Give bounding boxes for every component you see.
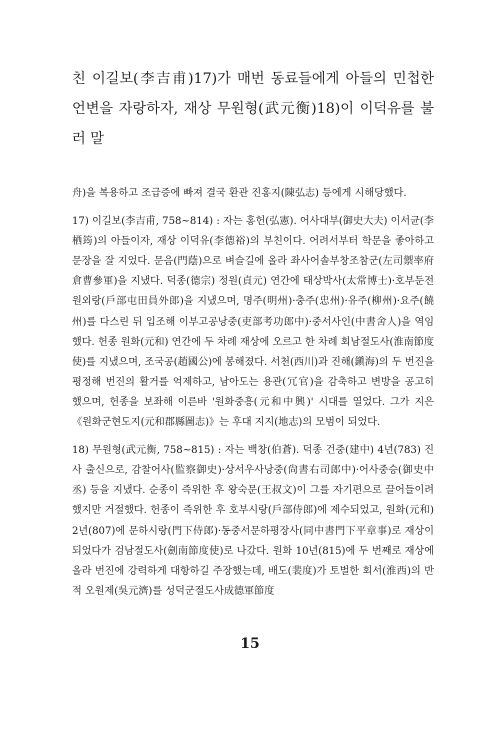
footnotes-section — [72, 184, 434, 602]
footnote-18: 18) 무원형(武元衡, 758~815) : 자는 백창(伯蒼). 덕종 건중(建中) 4년(783) 진사 출신으로, 감찰어사(監察御史)·상서우사낭중(尙書右司郎中)·어사중승(御史中丞) 등을 지냈다. 순종이 즉위한 후 왕숙문(王叔文)이 그를 자기편으로 끌어들이려 했지만 거절했다. 헌종이 즉위한 후 호부시랑(戶部侍郎)에 제수되었고, 원화(元和) 2년(807)에 문하시랑(門下侍郎)·동중서문하평장사(同中書門下平章事)로 재상이 되었다가 검남절도사(劍南節度使)로 나갔다. 원화 10년(815)에 두 번째로 재상에 올라 번진에 강력하게 대항하길 주장했는데, 배도(裴度)가 토벌한 회서(淮西)의 반적 오원제(吳元濟)를 성덕군절도사成德軍節度 — [72, 445, 434, 597]
body-text — [72, 64, 434, 154]
footnote-continuation: 舟)을 복용하고 조급증에 빠져 결국 환관 진홍지(陳弘志) 등에게 시해당했다. — [72, 188, 407, 199]
footnote-17: 17) 이길보(李吉甫, 758~814) : 자는 홍헌(弘憲). 어사대부(御史大夫) 이서균(李栖筠)의 아들이자, 재상 이덕유(李德裕)의 부친이다. 어려서부터 학문을 좋아하고 문장을 잘 지었다. 문음(門蔭)으로 벼슬길에 올라 좌사어솔부창조참군(左司禦率府倉曹參軍)을 지냈다. 덕종(德宗) 정원(貞元) 연간에 태상박사(太常博士)·호부둔전원외랑(戶部屯田員外郎)을 지냈으며, 명주(明州)·충주(忠州)·유주(柳州)·요주(饒州)를 다스린 뒤 입조해 이부고공낭중(吏部考功郎中)·중서사인(中書舍人)을 역임했다. 헌종 원화(元和) 연간에 두 차례 재상에 오르고 한 차례 회남절도사(淮南節度使)를 지냈으며, 조국공(趙國公)에 봉해졌다. 서천(西川)과 진해(鎭海)의 두 번진을 평정해 번진의 활거를 억제하고, 남아도는 용관(冗官)을 감축하고 변방을 공고히 했으며, 헌종을 보좌해 이른바 '원화중흥(元和中興)' 시대를 열었다. 그가 지은 《원화군현도지(元和郡縣圖志)》는 후대 지지(地志)의 모범이 되었다. — [72, 216, 434, 429]
page-number: 15 — [240, 636, 260, 652]
body-paragraph: 친 이길보(李吉甫)17)가 매번 동료들에게 아들의 민첩한 언변을 자랑하자, 재상 무원형(武元衡)18)이 이덕유를 불러 말 — [72, 71, 434, 147]
